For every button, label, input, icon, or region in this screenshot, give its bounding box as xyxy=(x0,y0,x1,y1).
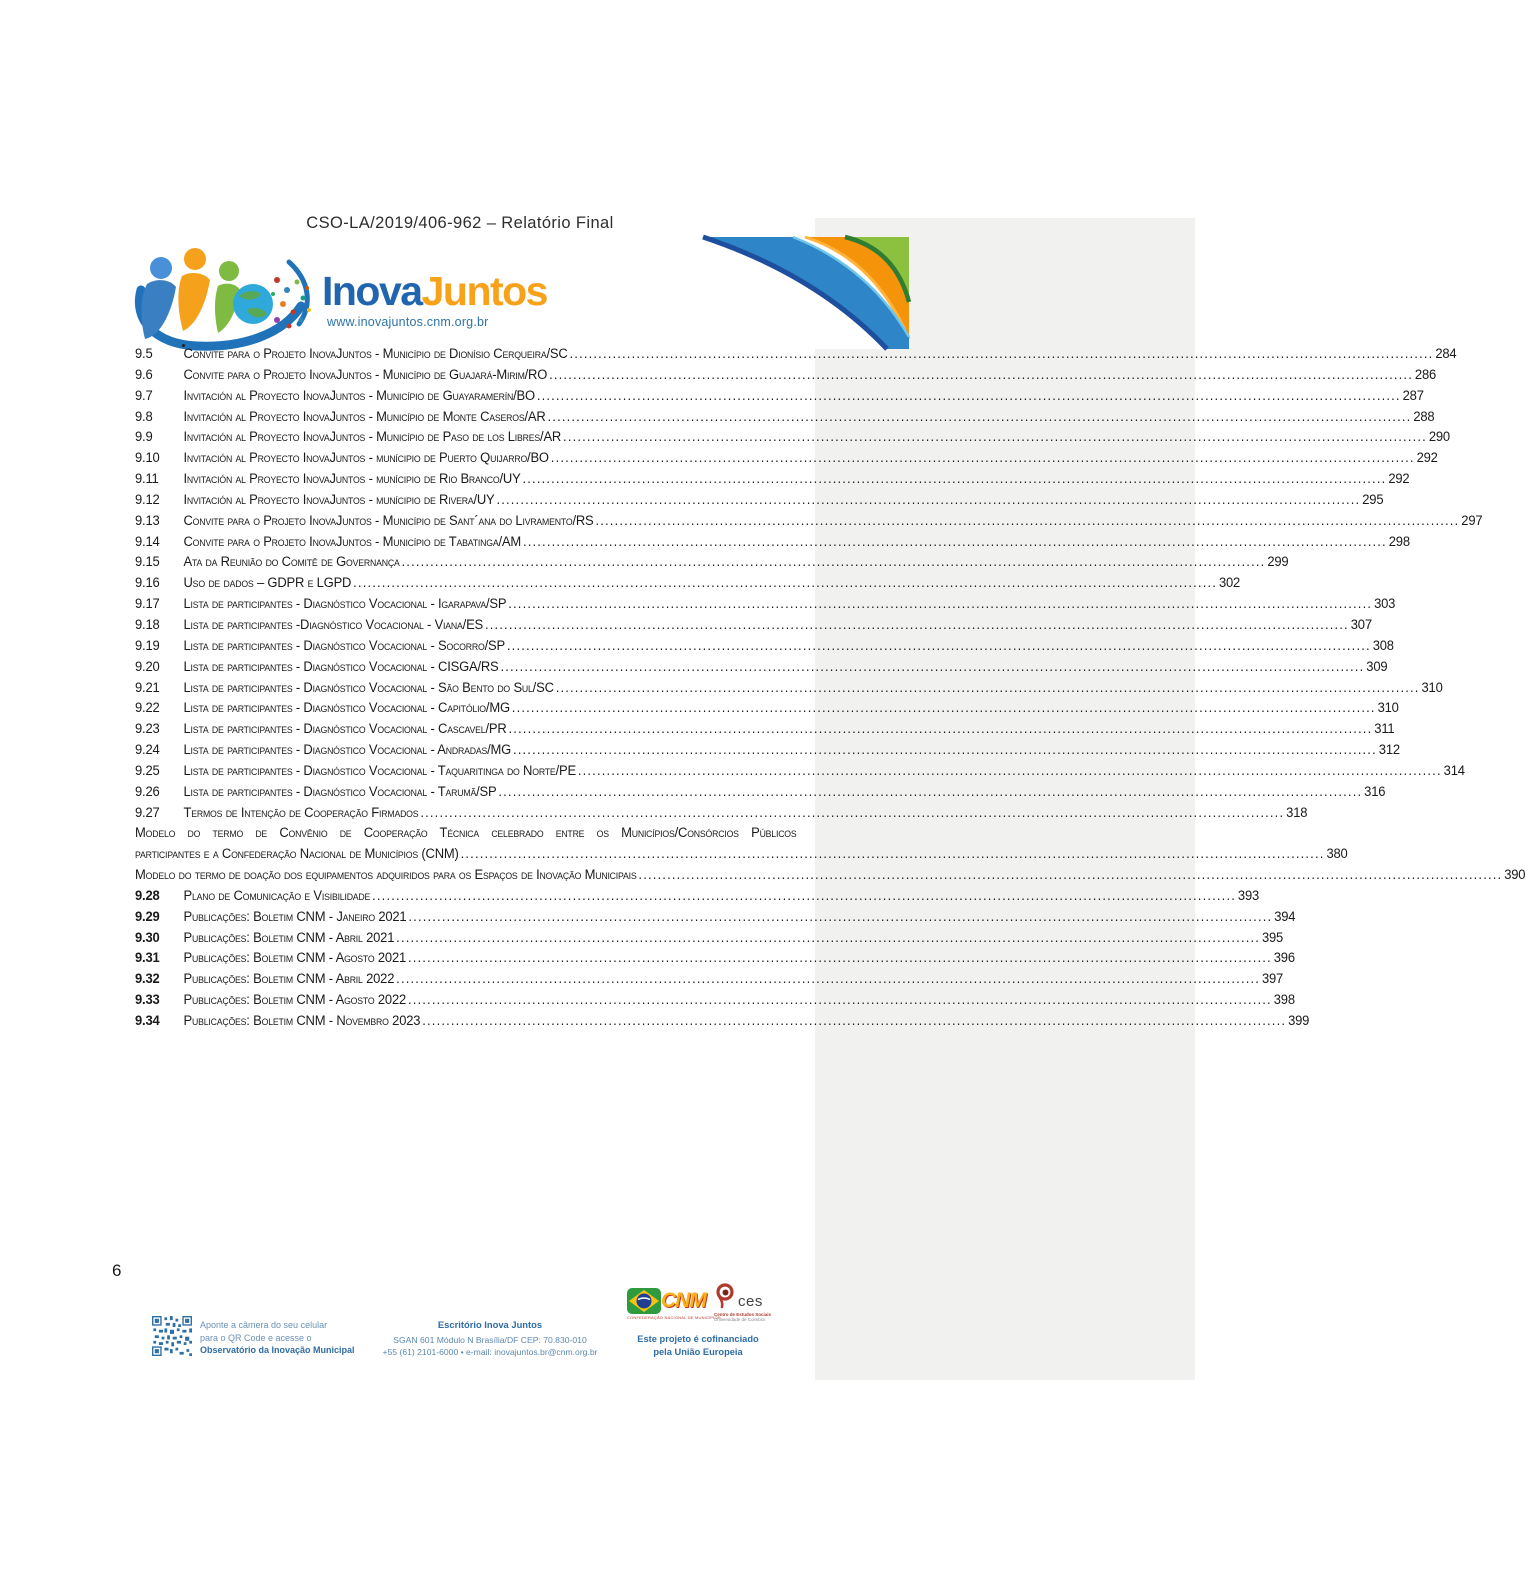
toc-entry-title: Invitación al Proyecto InovaJuntos - munícipio de Rio Branco/UY xyxy=(183,471,521,487)
toc-dot-leader xyxy=(554,678,1422,699)
toc-entry-number: 9.22 xyxy=(135,700,160,716)
toc-entry-title: Lista de participantes - Diagnóstico Vocacional - Socorro/SP xyxy=(183,637,505,653)
toc-entry-page: 308 xyxy=(1372,637,1394,653)
qr-caption-line3: Observatório da Inovação Municipal xyxy=(200,1345,355,1355)
toc-dot-leader xyxy=(535,386,1403,407)
toc-dot-leader xyxy=(568,344,1436,365)
toc-entry-number: 9.33 xyxy=(135,992,160,1008)
toc-entry-page: 314 xyxy=(1443,762,1465,778)
toc-entry-page: 399 xyxy=(1288,1013,1310,1028)
office-title: Escritório Inova Juntos xyxy=(437,1319,543,1330)
ces-wordmark: ces xyxy=(738,1293,763,1310)
toc-dot-leader xyxy=(406,948,1274,969)
toc-dot-leader xyxy=(547,365,1415,386)
toc-entry-number: 9.12 xyxy=(135,491,160,507)
cnm-wordmark: CNM xyxy=(661,1289,706,1312)
document-reference xyxy=(230,214,690,235)
toc-entry[interactable] xyxy=(135,636,1394,657)
cnm-subtitle: CONFEDERAÇÃO NACIONAL DE MUNICÍPIOS xyxy=(627,1315,721,1320)
inovajuntos-wordmark xyxy=(322,268,547,315)
toc-entry-title: Convite para o Projeto InovaJuntos - Município de Tabatinga/AM xyxy=(183,533,522,549)
toc-entry-number: 9.6 xyxy=(135,366,153,382)
inovajuntos-url: www.inovajuntos.cnm.org.br xyxy=(327,315,489,329)
toc-entry-number: 9.9 xyxy=(135,429,153,445)
toc-dot-leader xyxy=(351,573,1219,594)
toc-entry[interactable] xyxy=(135,407,1435,428)
toc-entry-number: 9.31 xyxy=(135,950,160,966)
toc-dot-leader xyxy=(510,698,1378,719)
toc-entry[interactable] xyxy=(135,1011,1310,1032)
toc-entry-title: Publicações: Boletim CNM - Abril 2022 xyxy=(183,971,395,987)
toc-dot-leader xyxy=(507,719,1375,740)
corner-swoosh-icon xyxy=(697,237,909,349)
toc-entry-number: 9.8 xyxy=(135,408,153,424)
toc-entry-page: 295 xyxy=(1362,491,1384,507)
toc-entry[interactable] xyxy=(135,365,1437,386)
ces-subtitle-2: Universidade de Coimbra xyxy=(714,1317,765,1322)
toc-entry-number: 9.34 xyxy=(135,1013,160,1028)
toc-entry-page: 394 xyxy=(1274,908,1296,924)
toc-dot-leader xyxy=(459,844,1327,865)
toc-entry-title: Lista de participantes - Diagnóstico Vocacional - Igarapava/SP xyxy=(183,596,507,612)
toc-entry-page: 312 xyxy=(1378,742,1400,758)
toc-entry-title: Publicações: Boletim CNM - Agosto 2022 xyxy=(183,992,407,1008)
toc-entry[interactable] xyxy=(135,594,1396,615)
ces-glyph-icon xyxy=(714,1283,736,1309)
toc-entry[interactable] xyxy=(135,657,1388,678)
toc-dot-leader xyxy=(394,928,1262,949)
toc-entry[interactable] xyxy=(135,740,1400,761)
toc-entry[interactable] xyxy=(135,907,1296,928)
toc-entry-title: Convite para o Projeto InovaJuntos - Município de Guajará-Mirim/RO xyxy=(183,366,548,382)
toc-dot-leader xyxy=(496,782,1364,803)
toc-dot-leader xyxy=(521,469,1389,490)
toc-entry[interactable] xyxy=(135,427,1450,448)
toc-entry-title: Lista de participantes - Diagnóstico Vocacional - Andradas/MG xyxy=(183,742,512,758)
toc-entry-title: Lista de participantes - Diagnóstico Vocacional - São Bento do Sul/SC xyxy=(183,679,554,695)
ces-subtitle-1: Centro de Estudos Sociais xyxy=(714,1312,772,1317)
toc-dot-leader xyxy=(394,969,1262,990)
toc-entry[interactable] xyxy=(135,928,1284,949)
cofinance-line2: pela União Europeia xyxy=(653,1346,743,1357)
toc-entry-page: 393 xyxy=(1237,887,1260,903)
toc-entry-title: Lista de participantes -Diagnóstico Vocacional - Viana/ES xyxy=(183,616,484,632)
toc-entry[interactable] xyxy=(135,552,1289,573)
toc-entry[interactable] xyxy=(135,823,797,844)
toc-entry-page: 310 xyxy=(1421,679,1443,695)
toc-entry-page: 297 xyxy=(1461,512,1483,528)
toc-entry-title: Invitación al Proyecto InovaJuntos - Município de Paso de los Libres/AR xyxy=(183,429,562,445)
document-reference-text: CSO-LA/2019/406-962 – Relatório Final xyxy=(306,214,614,232)
office-info xyxy=(360,1319,620,1359)
toc-entry[interactable] xyxy=(135,719,1395,740)
toc-entry-title: Publicações: Boletim CNM - Agosto 2021 xyxy=(183,950,407,966)
toc-entry-page: 288 xyxy=(1413,408,1435,424)
toc-entry-page: 390 xyxy=(1504,867,1525,883)
toc-entry-page: 311 xyxy=(1374,721,1395,737)
toc-entry-page: 318 xyxy=(1286,804,1308,820)
toc-dot-leader xyxy=(594,511,1462,532)
toc-entry-title: Plano de Comunicação e Visibilidade xyxy=(183,887,371,903)
toc-entry-number: 9.23 xyxy=(135,721,160,737)
page-number: 6 xyxy=(112,1261,122,1280)
toc-entry-page: 398 xyxy=(1273,992,1295,1008)
toc-entry-title: Modelo do termo de Convênio de Cooperação Técnica celebrado entre os Municípios/Consórcios Públicos xyxy=(135,825,797,841)
toc-entry-title: Publicações: Boletim CNM - Janeiro 2021 xyxy=(183,908,407,924)
toc-dot-leader xyxy=(418,803,1286,824)
toc-entry-number: 9.18 xyxy=(135,616,160,632)
toc-dot-leader xyxy=(521,532,1389,553)
toc-entry-page: 290 xyxy=(1428,429,1450,445)
toc-dot-leader xyxy=(483,615,1351,636)
wordmark-juntos: Juntos xyxy=(421,268,547,314)
toc-entry-page: 303 xyxy=(1374,596,1396,612)
qr-caption xyxy=(200,1319,355,1357)
toc-entry-title: Ata da Reunião do Comitê de Governança xyxy=(183,554,400,570)
qr-caption-line1: Aponte a câmera do seu celular xyxy=(200,1320,328,1330)
toc-entry-number: 9.10 xyxy=(135,450,160,466)
toc-entry-page: 298 xyxy=(1388,533,1410,549)
toc-entry-page: 396 xyxy=(1273,950,1295,966)
toc-entry-page: 299 xyxy=(1267,554,1289,570)
toc-entry-page: 292 xyxy=(1416,450,1438,466)
toc-entry-title: Invitación al Proyecto InovaJuntos - munícipio de Puerto Quijarro/BO xyxy=(183,450,549,466)
toc-entry-number: 9.27 xyxy=(135,804,160,820)
toc-entry-number: 9.19 xyxy=(135,637,160,653)
toc-entry-title: Lista de participantes - Diagnóstico Vocacional - CISGA/RS xyxy=(183,658,499,674)
toc-entry-title: Invitación al Proyecto InovaJuntos - munícipio de Rivera/UY xyxy=(183,491,495,507)
toc-entry-title: Convite para o Projeto InovaJuntos - Município de Sant´ana do Livramento/RS xyxy=(183,512,594,528)
cnm-logo xyxy=(627,1288,721,1322)
toc-entry-number: 9.15 xyxy=(135,554,160,570)
toc-dot-leader xyxy=(636,865,1504,886)
toc-entry-number: 9.29 xyxy=(135,908,160,924)
toc-entry[interactable] xyxy=(135,386,1424,407)
toc-dot-leader xyxy=(370,886,1238,907)
toc-dot-leader xyxy=(561,427,1429,448)
toc-entry-number: 9.32 xyxy=(135,971,160,987)
toc-entry[interactable] xyxy=(135,678,1443,699)
toc-entry-page: 310 xyxy=(1377,700,1399,716)
toc-entry-number: 9.28 xyxy=(135,887,160,903)
toc-entry-title: Publicações: Boletim CNM - Novembro 2023 xyxy=(183,1013,421,1028)
toc-dot-leader xyxy=(400,552,1268,573)
qr-caption-line2: para o QR Code e acesse o xyxy=(200,1332,312,1343)
toc-entry-title: Lista de participantes - Diagnóstico Vocacional - Cascavel/PR xyxy=(183,721,507,737)
toc-entry[interactable] xyxy=(135,782,1386,803)
toc-entry-title: Lista de participantes - Diagnóstico Vocacional - Taquaritinga do Norte/PE xyxy=(183,762,576,778)
toc-entry-page: 286 xyxy=(1414,366,1437,382)
toc-entry[interactable] xyxy=(135,698,1399,719)
toc-entry-title: Invitación al Proyecto InovaJuntos - Município de Guayaramerín/BO xyxy=(183,387,535,403)
toc-entry[interactable] xyxy=(135,803,1308,824)
toc-entry-title: Uso de dados – GDPR e LGPD xyxy=(183,575,352,591)
toc-entry[interactable] xyxy=(135,886,1260,907)
cofinance-note xyxy=(612,1333,784,1358)
toc-entry[interactable] xyxy=(135,448,1438,469)
toc-dot-leader xyxy=(511,740,1379,761)
toc-entry-number: 9.17 xyxy=(135,596,160,612)
toc-entry-number: 9.20 xyxy=(135,658,160,674)
toc-dot-leader xyxy=(406,907,1274,928)
cofinance-line1: Este projeto é cofinanciado xyxy=(637,1334,759,1344)
toc-entry[interactable] xyxy=(135,511,1483,532)
toc-dot-leader xyxy=(495,490,1363,511)
qr-code-icon xyxy=(152,1316,192,1361)
toc-dot-leader xyxy=(506,594,1374,615)
toc-entry[interactable] xyxy=(135,615,1372,636)
toc-entry-page: 307 xyxy=(1350,616,1372,632)
toc-entry-title: Modelo do termo de doação dos equipamentos adquiridos para os Espaços de Inovação Municipais xyxy=(135,867,637,883)
toc-entry-title: Termos de Intenção de Cooperação Firmados xyxy=(183,804,419,820)
toc-entry[interactable] xyxy=(135,469,1410,490)
office-address: SGAN 601 Módulo N Brasília/DF CEP: 70.830-010 xyxy=(393,1334,587,1345)
toc-entry[interactable] xyxy=(135,573,1241,594)
toc-dot-leader xyxy=(505,636,1373,657)
toc-dot-leader xyxy=(549,448,1417,469)
toc-entry[interactable] xyxy=(135,532,1410,553)
toc-entry-number: 9.11 xyxy=(135,471,159,487)
toc-dot-leader xyxy=(546,407,1414,428)
toc-dot-leader xyxy=(576,761,1444,782)
toc-entry-number: 9.21 xyxy=(135,679,160,695)
toc-entry[interactable] xyxy=(135,969,1284,990)
toc-entry-number: 9.14 xyxy=(135,533,160,549)
toc-entry-page: 309 xyxy=(1366,658,1388,674)
inovajuntos-logo-icon xyxy=(131,246,321,353)
toc-entry[interactable] xyxy=(135,990,1295,1011)
toc-entry-page: 302 xyxy=(1218,575,1241,591)
toc-entry-page: 316 xyxy=(1364,783,1386,799)
toc-entry[interactable] xyxy=(135,844,1348,865)
toc-entry[interactable] xyxy=(135,865,1525,886)
toc-entry-page: 380 xyxy=(1326,846,1348,862)
toc-entry-page: 292 xyxy=(1388,471,1410,487)
toc-entry-title: Invitación al Proyecto InovaJuntos - Município de Monte Caseros/AR xyxy=(183,408,546,424)
toc-entry-number: 9.5 xyxy=(135,346,153,361)
toc-entry-page: 395 xyxy=(1261,929,1284,945)
toc-dot-leader xyxy=(406,990,1274,1011)
toc-entry[interactable] xyxy=(135,761,1465,782)
toc-entry-page: 287 xyxy=(1402,387,1424,403)
table-of-contents xyxy=(135,344,1525,1032)
toc-entry-title: Lista de participantes - Diagnóstico Vocacional - Tarumã/SP xyxy=(183,783,497,799)
toc-entry-title: participantes e a Confederação Nacional de Municípios (CNM) xyxy=(135,846,459,862)
toc-entry-page: 397 xyxy=(1261,971,1284,987)
toc-entry-number: 9.26 xyxy=(135,783,160,799)
toc-entry-number: 9.30 xyxy=(135,929,160,945)
office-contact: +55 (61) 2101-6000 • e-mail: inovajuntos.br@cnm.org.br xyxy=(382,1347,598,1357)
ces-logo xyxy=(714,1283,800,1323)
toc-dot-leader xyxy=(499,657,1367,678)
toc-entry[interactable] xyxy=(135,490,1384,511)
toc-entry-title: Publicações: Boletim CNM - Abril 2021 xyxy=(183,929,395,945)
toc-entry-title: Lista de participantes - Diagnóstico Vocacional - Capitólio/MG xyxy=(183,700,510,716)
wordmark-inova: Inova xyxy=(322,268,422,314)
toc-entry-number: 9.7 xyxy=(135,387,153,403)
toc-entry-number: 9.16 xyxy=(135,575,160,591)
toc-entry-page: 284 xyxy=(1435,346,1457,361)
toc-entry[interactable] xyxy=(135,948,1295,969)
toc-entry-number: 9.24 xyxy=(135,742,160,758)
toc-entry-number: 9.25 xyxy=(135,762,160,778)
toc-entry-number: 9.13 xyxy=(135,512,160,528)
toc-dot-leader xyxy=(420,1011,1288,1032)
toc-entry[interactable] xyxy=(135,344,1457,365)
toc-entry-title: Convite para o Projeto InovaJuntos - Município de Dionísio Cerqueira/SC xyxy=(183,346,568,361)
